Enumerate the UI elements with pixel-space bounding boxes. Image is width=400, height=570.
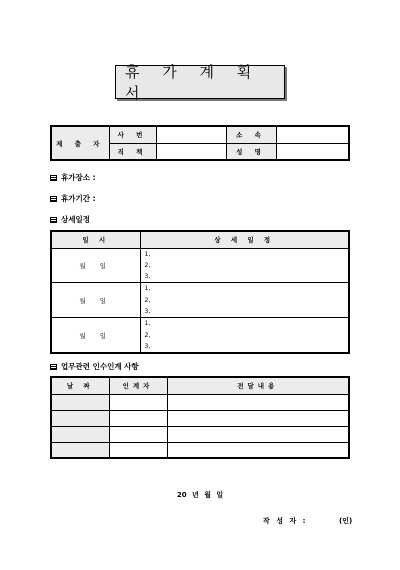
department-label: 소 속 <box>226 126 276 143</box>
handover-date-cell[interactable] <box>51 394 109 410</box>
vacation-period-label <box>50 193 96 204</box>
schedule-date[interactable]: 월 일 <box>51 318 140 353</box>
list-item: 1, <box>144 285 151 293</box>
schedule-header-detail: 상 세 일 정 <box>140 231 349 248</box>
handover-person-cell[interactable] <box>109 410 167 426</box>
bullet-square-icon <box>50 217 57 223</box>
handover-person-cell[interactable] <box>109 394 167 410</box>
seal-mark: (인) <box>339 517 353 525</box>
vacation-period-text: 휴가기간 : <box>61 194 96 203</box>
schedule-table <box>50 230 350 354</box>
document-date: 20 년 월 일 <box>176 491 224 499</box>
bullet-square-icon <box>50 196 57 202</box>
schedule-section-label <box>50 214 90 225</box>
table-row <box>51 426 349 442</box>
bullet-square-icon <box>50 364 57 370</box>
list-item: 3, <box>144 273 151 281</box>
name-field[interactable] <box>276 143 349 160</box>
handover-content-cell[interactable] <box>167 426 349 442</box>
table-row <box>51 248 349 283</box>
table-row <box>51 318 349 353</box>
list-item: 2, <box>144 296 151 304</box>
handover-section-label <box>50 361 139 372</box>
handover-content-cell[interactable] <box>167 410 349 426</box>
handover-person-cell[interactable] <box>109 426 167 442</box>
handover-date-cell[interactable] <box>51 426 109 442</box>
schedule-section-text: 상세일정 <box>61 215 90 224</box>
handover-table <box>50 376 350 459</box>
handover-section-text: 업무관련 인수인계 사항 <box>61 362 139 371</box>
submitter-table <box>50 125 350 161</box>
handover-header-handover-person: 인계자 <box>109 377 167 394</box>
table-row <box>51 394 349 410</box>
handover-header-date: 날 짜 <box>51 377 109 394</box>
list-item: 1, <box>144 250 151 258</box>
list-item: 2, <box>144 261 151 269</box>
handover-content-cell[interactable] <box>167 394 349 410</box>
list-item: 3, <box>144 307 151 315</box>
schedule-items[interactable] <box>140 248 349 283</box>
vacation-place-label <box>50 172 96 183</box>
employee-number-label: 사 번 <box>109 126 156 143</box>
table-row <box>51 283 349 318</box>
list-item: 2, <box>144 331 151 339</box>
vacation-place-text: 휴가장소 : <box>61 173 96 182</box>
schedule-header-date: 일 시 <box>51 231 140 248</box>
schedule-items[interactable] <box>140 283 349 318</box>
schedule-items[interactable] <box>140 318 349 353</box>
schedule-date[interactable]: 월 일 <box>51 283 140 318</box>
employee-number-field[interactable] <box>156 126 226 143</box>
submitter-label: 제 출 자 <box>51 126 109 160</box>
table-row <box>51 410 349 426</box>
handover-date-cell[interactable] <box>51 410 109 426</box>
handover-date-cell[interactable] <box>51 442 109 458</box>
handover-person-cell[interactable] <box>109 442 167 458</box>
list-item: 3, <box>144 342 151 350</box>
list-item: 1, <box>144 320 151 328</box>
document-title: 휴 가 계 획 서 <box>115 65 285 99</box>
department-field[interactable] <box>276 126 349 143</box>
author-label: 작 성 자 : <box>263 517 308 525</box>
handover-content-cell[interactable] <box>167 442 349 458</box>
bullet-square-icon <box>50 175 57 181</box>
table-row <box>51 442 349 458</box>
handover-header-content: 전달내용 <box>167 377 349 394</box>
position-field[interactable] <box>156 143 226 160</box>
name-label: 성 명 <box>226 143 276 160</box>
schedule-date[interactable]: 월 일 <box>51 248 140 283</box>
position-label: 직 책 <box>109 143 156 160</box>
